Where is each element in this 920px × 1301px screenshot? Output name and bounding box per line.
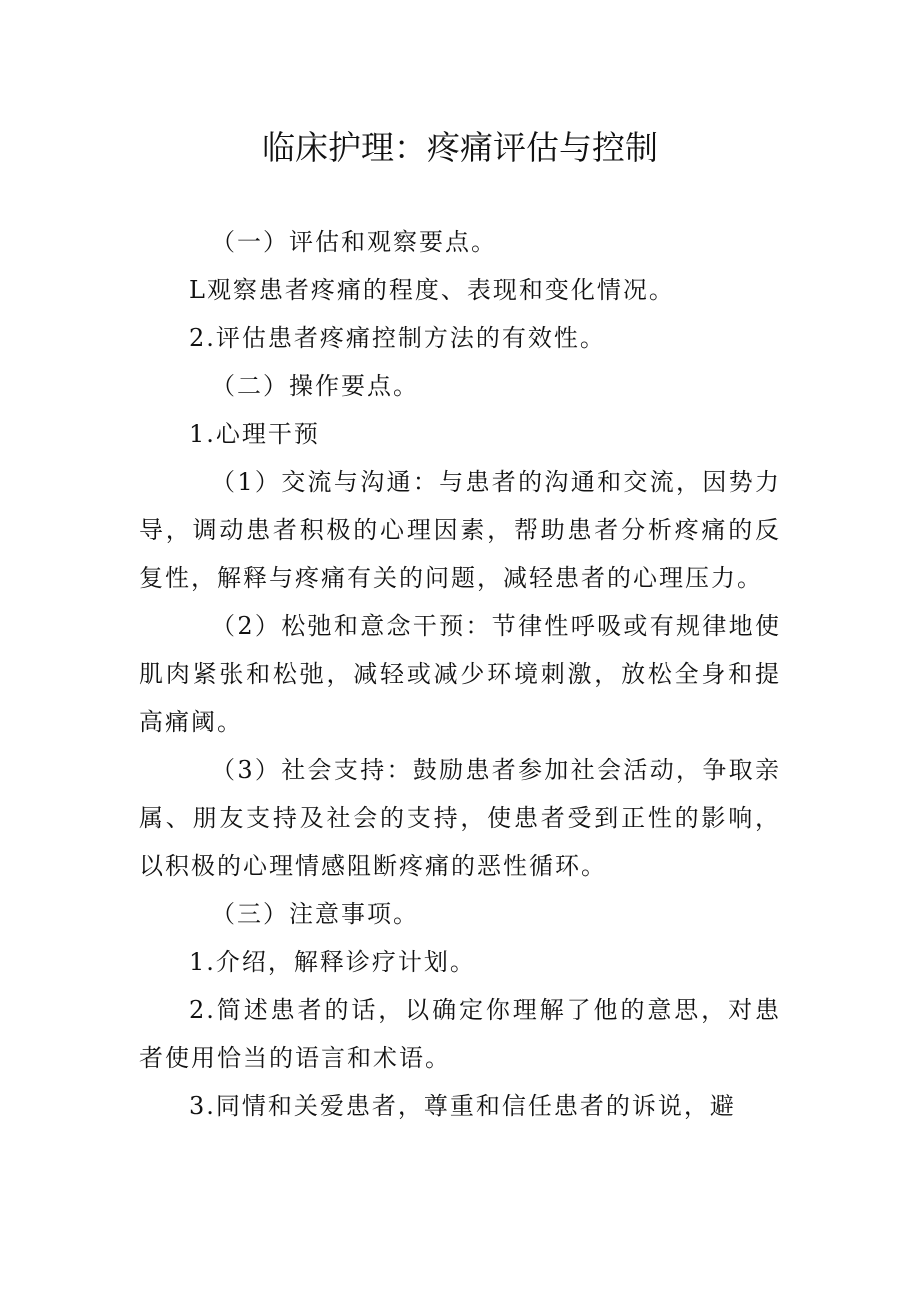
section-heading-operation: （二）操作要点。 (211, 372, 419, 400)
list-item: 2.简述患者的话，以确定你理解了他的意思，对患者使用恰当的语言和术语。 (139, 996, 781, 1072)
section-heading-notes: （三）注意事项。 (211, 900, 419, 928)
section-heading-assessment: （一）评估和观察要点。 (211, 228, 497, 256)
document-title: 临床护理：疼痛评估与控制 (262, 128, 658, 167)
list-item: 3.同情和关爱患者，尊重和信任患者的诉说，避 (189, 1092, 736, 1120)
list-item: L观察患者疼痛的程度、表现和变化情况。 (189, 276, 675, 304)
list-item: 1.心理干预 (189, 420, 320, 448)
paragraph: （1）交流与沟通：与患者的沟通和交流，因势力导，调动患者积极的心理因素，帮助患者分析疼痛的反复性，解释与疼痛有关的问题，减轻患者的心理压力。 (139, 468, 781, 592)
paragraph: （3）社会支持：鼓励患者参加社会活动，争取亲属、朋友支持及社会的支持，使患者受到正性的影响，以积极的心理情感阻断疼痛的恶性循环。 (139, 756, 781, 880)
paragraph: （2）松弛和意念干预：节律性呼吸或有规律地使肌肉紧张和松弛，减轻或减少环境刺激，放松全身和提高痛阈。 (139, 612, 781, 736)
document-body (139, 218, 781, 1130)
list-item: 1.介绍，解释诊疗计划。 (189, 948, 476, 976)
list-item: 2.评估患者疼痛控制方法的有效性。 (189, 324, 606, 352)
